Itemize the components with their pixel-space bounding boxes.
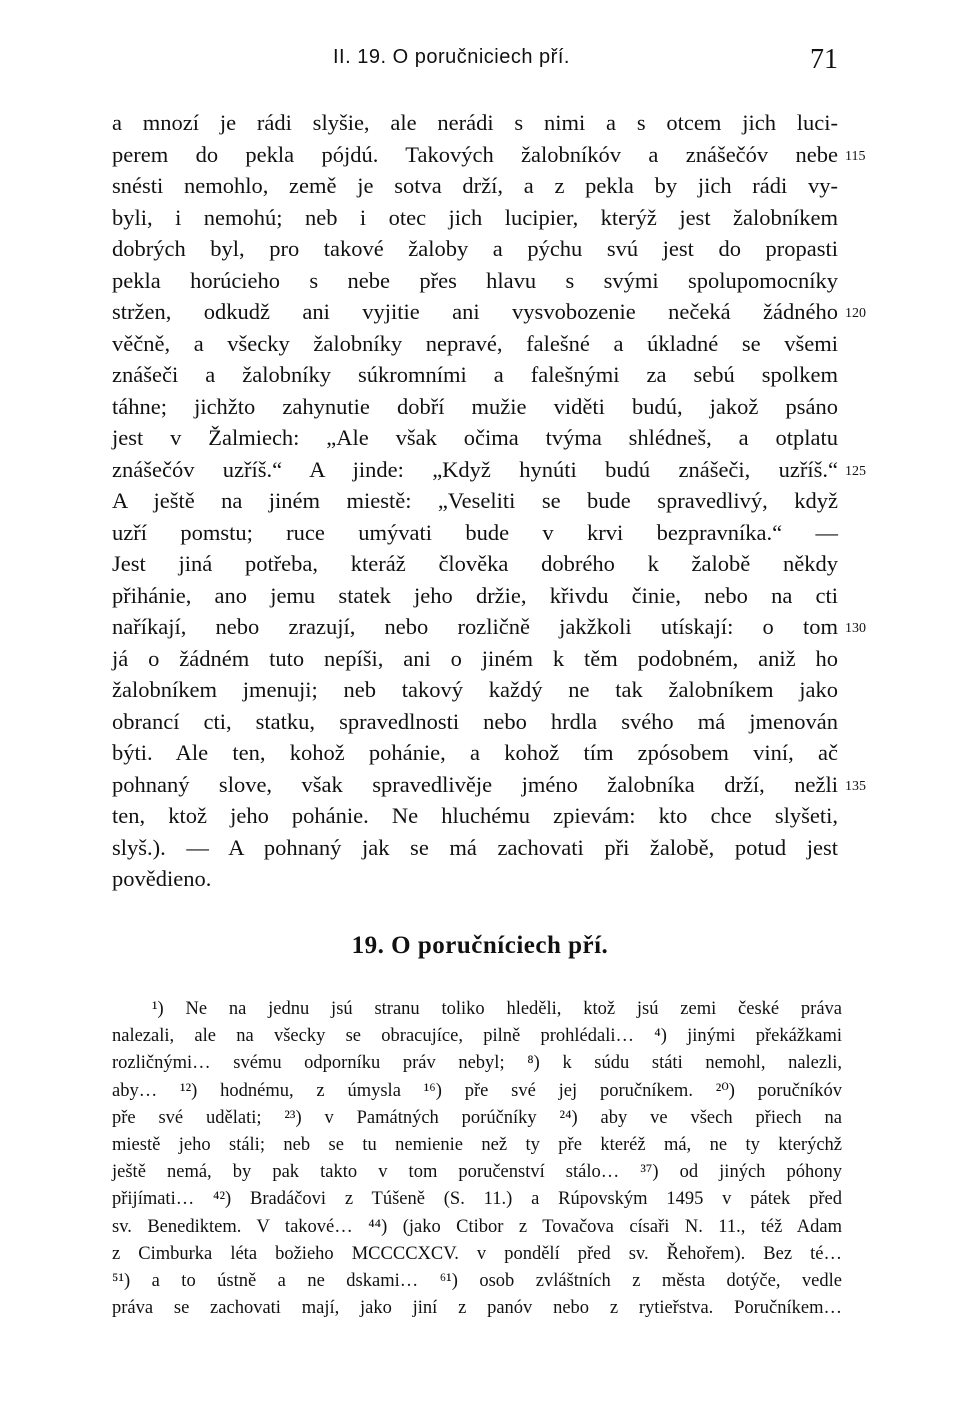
body-line: povědieno. [112,866,212,891]
page-number: 71 [810,44,838,75]
footnote-line: ⁵¹) a to ústně a ne dskami… ⁶¹) osob zvláštních z města dotýče, vedle [112,1270,842,1291]
running-head: II. 19. O poručniciech pří. [333,46,570,68]
footnote-line: ještě nemá, by pak takto v tom poručenství stálo… ³⁷) od jiných póhony [112,1162,842,1183]
body-line: já o žádném tuto nepíši, ani o jiném k těm podobném, aniž ho [112,645,838,671]
body-line: perem do pekla pójdú. Takových žalobníkóv a znášečóv nebe [112,141,838,167]
body-line: Jest jiná potřeba, kteráž člověka dobrého k žalobě někdy [112,551,838,576]
body-line: věčně, a všecky žalobníky nepravé, falešné a úkladné se všemi [112,330,838,356]
footnote-line: práva se zachovati mají, jako jiní z panóv nebo z rytieřstva. Poručníkem… [112,1298,842,1319]
body-line: pohnaný slove, však spravedlivěje jméno žalobníka drží, nežli [112,771,838,797]
margin-line-number: 130 [845,621,866,636]
body-line: býti. Ale ten, kohož pohánie, a kohož tím zpósobem viní, ač [112,740,838,765]
footnote-line: rozličnými… svému odporníku práv nebyl; ⁸) k súdu státi nemohl, nalezli, [112,1053,842,1074]
body-line: obrancí cti, statku, spravedlnosti nebo hrdla svého má jmenován [112,708,838,734]
margin-line-number: 115 [845,148,866,164]
margin-line-number: 120 [845,306,866,321]
body-line: A ještě na jiném miestě: „Veseliti se bude spravedlivý, když [112,488,838,513]
footnote-line: ¹) Ne na jednu jsú stranu toliko hleděli, ktož jsú zemi české práva [152,999,842,1019]
body-line: slyš.). — A pohnaný jak se má zachovati při žalobě, potud jest [112,834,838,860]
footnote-line: aby… ¹²) hodnému, z úmysla ¹⁶) pře své jej poručníkem. ²⁰) poručníkóv [112,1080,842,1101]
body-line: přihánie, ano jemu statek jeho držie, křivdu činie, nebo na cti [112,582,838,608]
body-text [112,107,838,895]
body-line: snésti nemohlo, země je sotva drží, a z pekla by jich rádi vy- [112,173,838,198]
margin-line-number: 135 [845,778,866,794]
body-line: táhne; jichžto zahynutie dobří mužie viděti budú, jakož psáno [112,393,838,419]
body-line: naříkají, nebo zrazují, nebo rozličně jakžkoli utískají: o tom [112,614,838,639]
body-line: ten, ktož jeho pohánie. Ne hluchému zpievám: kto chce slyšeti, [112,803,838,828]
footnote-line: sv. Benediktem. V takové… ⁴⁴) (jako Ctibor z Tovačova císaři N. 11., též Adam [112,1216,842,1237]
body-line: znášeči a žalobníky súkromními a falešnými za sebú spolkem [112,362,838,387]
footnote-line: miestě jeho stáli; neb se tu nemienie než ty pře kteréž má, ne ty kterýchž [112,1134,842,1155]
body-line: žalobníkem jmenuji; neb takový každý ne tak žalobníkem jako [112,677,838,702]
body-line: jest v Žalmiech: „Ale však očima tvýma shlédneš, a otplatu [112,425,838,450]
footnote-line: pře své udělati; ²³) v Památných porúčníky ²⁴) aby ve všech přiech na [112,1107,842,1128]
footnote-line: z Cimburka léta božieho MCCCCXCV. v pondělí před sv. Řehořem). Bez té… [112,1243,842,1264]
section-heading: 19. O poručníciech pří. [351,932,609,959]
body-line: dobrých byl, pro takové žaloby a pýchu svú jest do propasti [112,236,838,261]
margin-line-number: 125 [845,463,866,479]
body-line: byli, i nemohú; neb i otec jich lucipier, kterýž jest žalobníkem [112,204,838,230]
body-line: uzří pomstu; ruce umývati bude v krvi bezpravníka.“ — [112,519,838,545]
footnotes [112,996,842,1322]
footnote-line: nalezali, ale na všecky se obracujíce, pilně prohlédali… ⁴) jinými překážkami [112,1026,842,1047]
footnote-line: přijímati… ⁴²) Bradáčovi z Túšeně (S. 11.) a Rúpovským 1495 v pátek před [112,1189,842,1210]
body-line: a mnozí je rádi slyšie, ale nerádi s nimi a s otcem jich luci- [112,110,838,135]
body-line: stržen, odkudž ani vyjitie ani vysvobozenie nečeká žádného [112,299,838,324]
body-line: pekla horúcieho s nebe přes hlavu s svými spolupomocníky [112,267,838,293]
body-line: znášečóv uzříš.“ A jinde: „Když hynúti budú znášeči, uzříš.“ [112,456,838,482]
